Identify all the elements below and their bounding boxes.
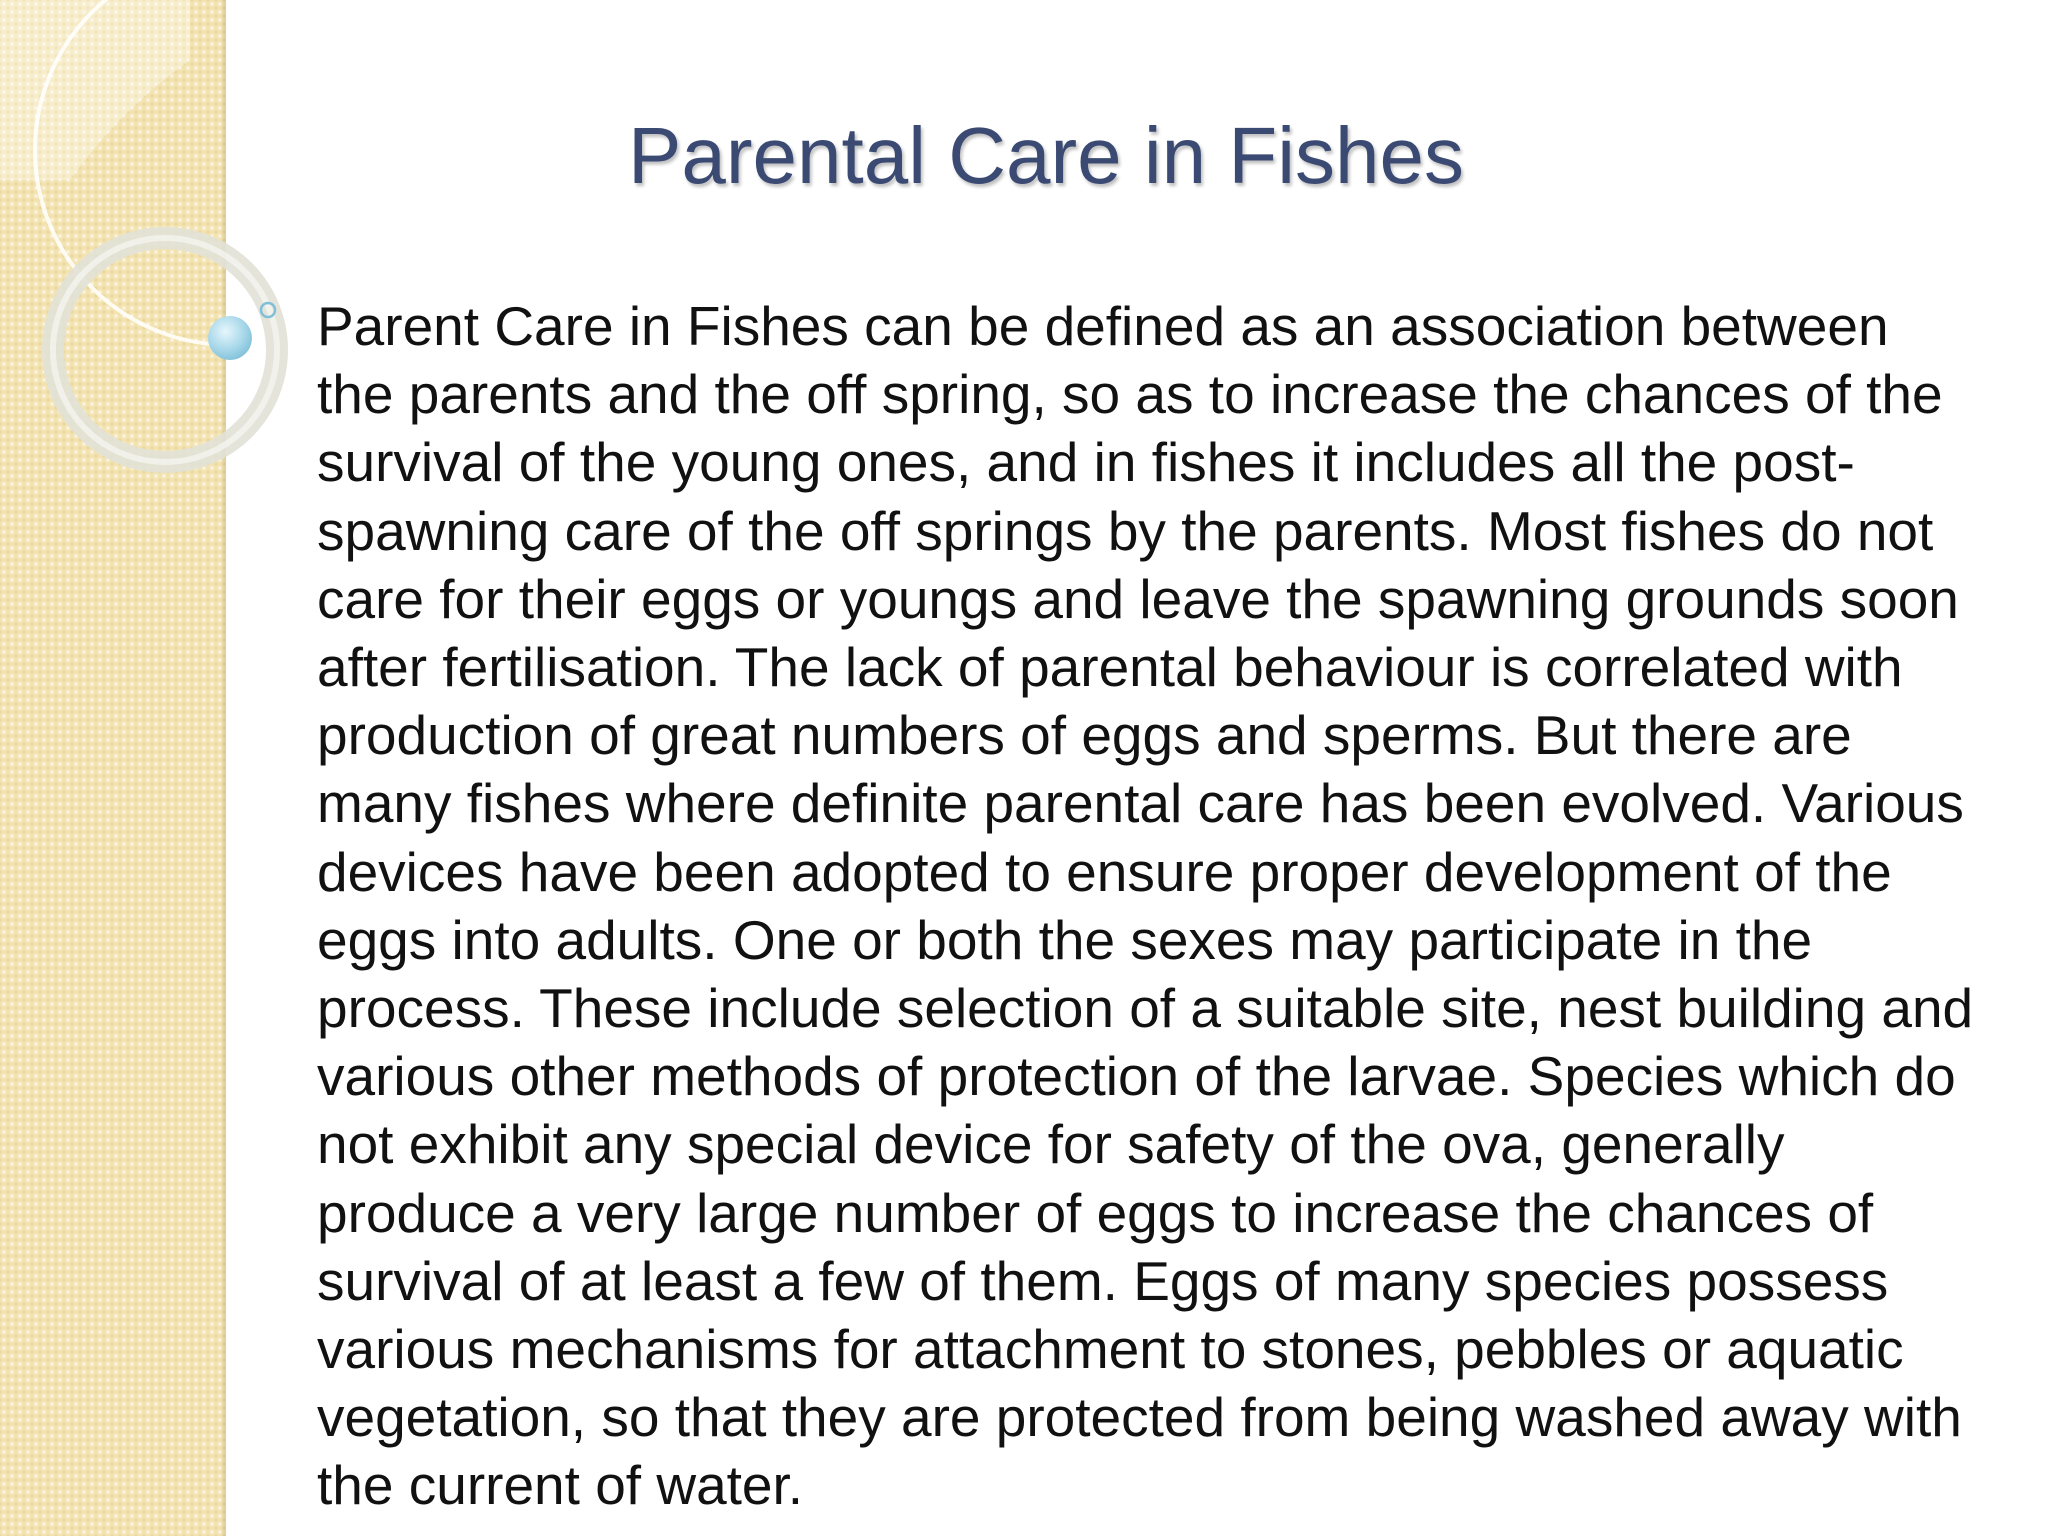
slide-body-text: Parent Care in Fishes can be defined as an association between the parents and the off spring, so as to increase the chances of the survival of the young ones, and in fishes it includes all the post-spawning care of the off springs by the parents. Most fishes do not care for their eggs or youngs and leave the spawning grounds soon after fertilisation. The lack of parental behaviour is correlated with production of great numbers of eggs and sperms. But there are many fishes where definite parental care has been evolved. Various devices have been adopted to ensure proper development of the eggs into adults. One or both the sexes may participate in the process. These include selection of a suitable site, nest building and various other methods of protection of the larvae. Species which do not exhibit any special device for safety of the ova, generally produce a very large number of eggs to increase the chances of survival of at least a few of them. Eggs of many species possess various mechanisms for attachment to stones, pebbles or aquatic vegetation, so that they are protected from being washed away with the current of water. — [317, 295, 1974, 1517]
slide-title: Parental Care in Fishes — [628, 111, 1464, 200]
small-bubble-icon — [258, 300, 278, 320]
decorative-rings-icon — [0, 0, 300, 520]
bubble-bullet-icon — [206, 312, 254, 360]
